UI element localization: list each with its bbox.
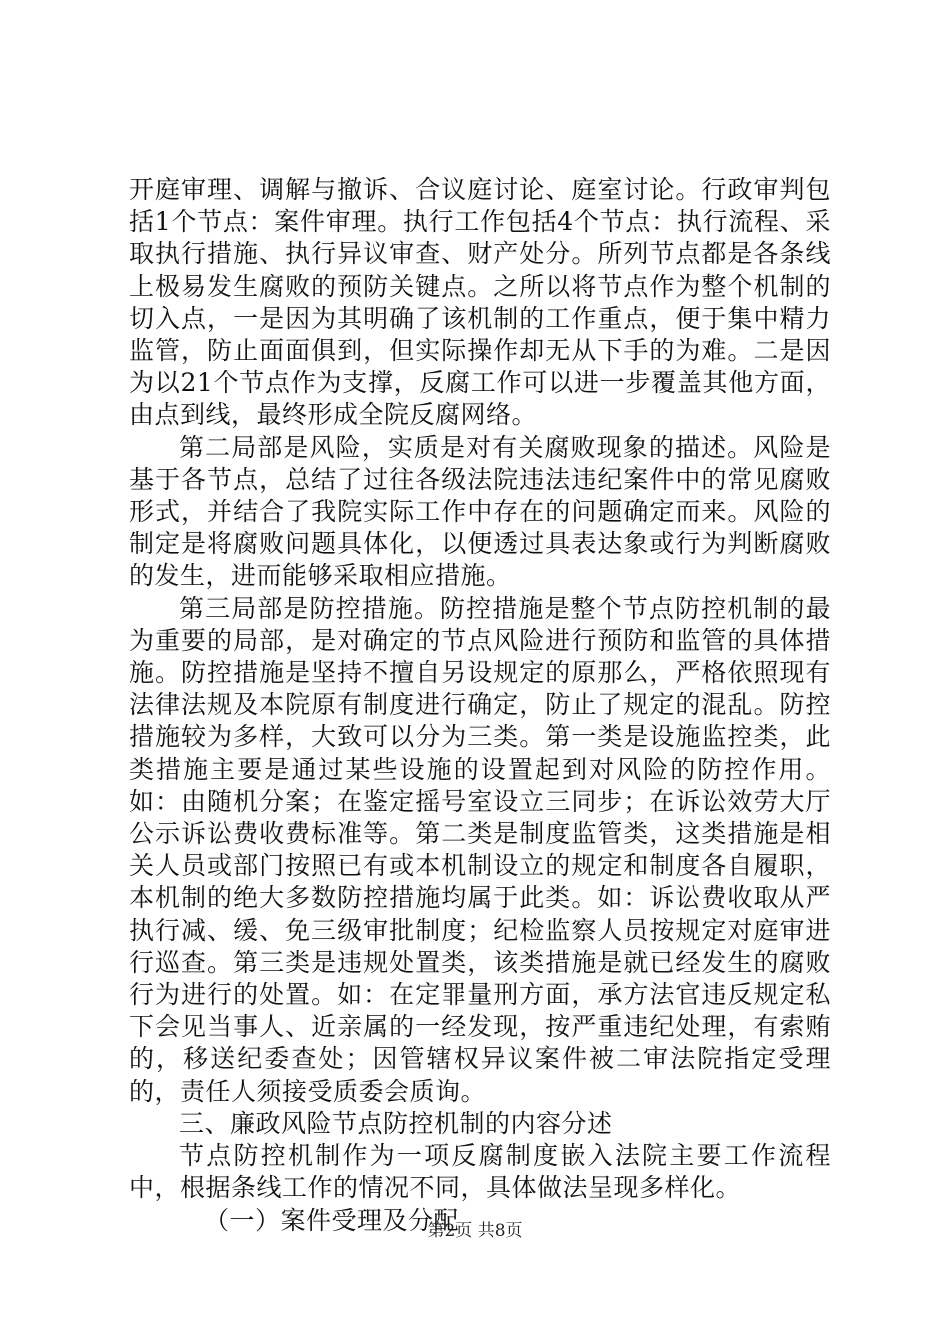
paragraph-control-measures: 第三局部是防控措施。防控措施是整个节点防控机制的最为重要的局部，是对确定的节点风险进行预防和监管的具体措施。防控措施是坚持不擅自另设规定的原那么，严格依照现有法律法规及本院原有制度进行确定，防止了规定的混乱。防控措施较为多样，大致可以分为三类。第一类是设施监控类，此类措施主要是通过某些设施的设置起到对风险的防控作用。如：由随机分案；在鉴定摇号室设立三同步；在诉讼效劳大厅公示诉讼费收费标准等。第二类是制度监管类，这类措施是相关人员或部门按照已有或本机制设立的规定和制度各自履职，本机制的绝大多数防控措施均属于此类。如：诉讼费收取从严执行减、缓、免三级审批制度；纪检监察人员按规定对庭审进行巡查。第三类是违规处置类，该类措施是就已经发生的腐败行为进行的处置。如：在定罪量刑方面，承方法官违反规定私下会见当事人、近亲属的一经发现，按严重违纪处理，有索贿的，移送纪委查处；因管辖权异议案件被二审法院指定受理的，责任人须接受质委会质询。 (129, 593, 831, 1106)
section-heading-three: 三、廉政风险节点防控机制的内容分述 (179, 1108, 613, 1138)
paragraph-risk: 第二局部是风险，实质是对有关腐败现象的描述。风险是基于各节点，总结了过往各级法院违法违纪案件中的常见腐败形式，并结合了我院实际工作中存在的问题确定而来。风险的制定是将腐败问题具体化，以便透过具表达象或行为判断腐败的发生，进而能够采取相应措施。 (129, 432, 831, 591)
paragraph-nodes-continuation: 开庭审理、调解与撤诉、合议庭讨论、庭室讨论。行政审判包括1个节点：案件审理。执行工作包括4个节点：执行流程、采取执行措施、执行异议审查、财产处分。所列节点都是各条线上极易发生腐败的预防关键点。之所以将节点作为整个机制的切入点，一是因为其明确了该机制的工作重点，便于集中精力监管，防止面面俱到，但实际操作却无从下手的为难。二是因为以21个节点作为支撑，反腐工作可以进一步覆盖其他方面，由点到线，最终形成全院反腐网络。 (129, 175, 831, 430)
page-number-footer: 第2页 共8页 (427, 1221, 523, 1241)
paragraph-mechanism-intro: 节点防控机制作为一项反腐制度嵌入法院主要工作流程中，根据条线工作的情况不同，具体做法呈现多样化。 (129, 1141, 831, 1203)
subsection-heading-one: （一）案件受理及分配 (204, 1205, 460, 1235)
document-body (129, 174, 831, 1237)
